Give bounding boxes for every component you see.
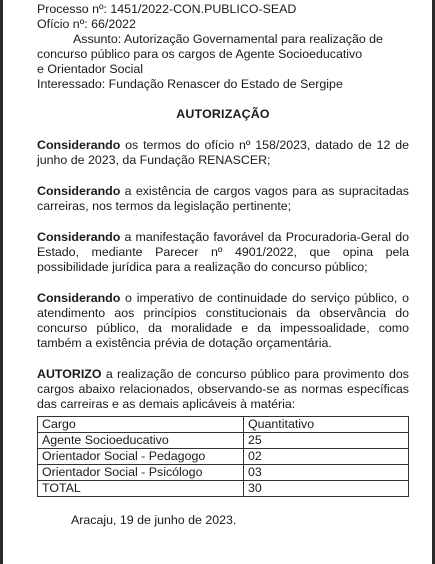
paragraph-considerando-2 [37,184,409,214]
assunto-continuation: concurso público para os cargos de Agente Socioeducativo [37,47,363,61]
assunto-line: Assunto: Autorização Governamental para realização de [73,32,383,46]
interessado-line: Interessado: Fundação Renascer do Estado de Sergipe [37,77,343,91]
table-header-row [38,417,409,433]
paragraph-considerando-1 [37,138,409,168]
paragraph-text: a manifestação favorável da Procuradoria-Geral do Estado, mediante Parecer nº 4901/2022, que opina pela possibilidade jurídica para a realização do concurso público; [37,230,409,274]
paragraph-lead: Considerando [37,184,121,198]
processo-line: Processo nº: 1451/2022-CON.PUBLICO-SEAD [37,2,297,16]
table-cell-cargo: Orientador Social - Pedagogo [38,449,244,465]
paragraph-text: o imperativo de continuidade do serviço público, o atendimento aos princípios constitucionais da observância do concurso público, da moralidade e da impessoalidade, como também a existência prévia de dotação orçamentária. [37,291,409,350]
document-page [37,2,409,528]
table-cell-cargo: Agente Socioeducativo [38,433,244,449]
paragraph-considerando-3 [37,230,409,275]
table-cell-quantitativo: 25 [244,433,409,449]
table-header-quantitativo: Quantitativo [244,417,409,433]
table-cell-cargo: TOTAL [38,481,244,497]
paragraph-lead: AUTORIZO [37,367,102,381]
paragraph-text: a existência de cargos vagos para as supracitadas carreiras, nos termos da legislação pertinente; [37,184,409,213]
paragraph-lead: Considerando [37,138,121,152]
document-title: AUTORIZAÇÃO [176,107,270,121]
paragraph-autorizo [37,367,409,412]
paragraph-lead: Considerando [37,230,121,244]
cargos-table [37,416,409,497]
table-cell-quantitativo: 30 [244,481,409,497]
oficio-line: Ofício nº: 66/2022 [37,17,136,31]
left-border-line [0,0,3,564]
table-cell-quantitativo: 03 [244,465,409,481]
table-row-total [38,481,409,497]
date-line: Aracaju, 19 de junho de 2023. [71,513,237,527]
paragraph-lead: Considerando [37,291,121,305]
table-row [38,465,409,481]
table-row [38,433,409,449]
paragraph-considerando-4 [37,291,409,351]
paragraph-text: os termos do ofício nº 158/2023, datado de 12 de junho de 2023, da Fundação RENASCER; [37,138,409,167]
table-cell-quantitativo: 02 [244,449,409,465]
table-row [38,449,409,465]
table-header-cargo: Cargo [38,417,244,433]
paragraph-text: a realização de concurso público para provimento dos cargos abaixo relacionados, observando-se as normas específicas das carreiras e as demais aplicáveis à matéria: [37,367,409,411]
assunto-continuation-2: e Orientador Social [37,62,144,76]
table-cell-cargo: Orientador Social - Psicólogo [38,465,244,481]
